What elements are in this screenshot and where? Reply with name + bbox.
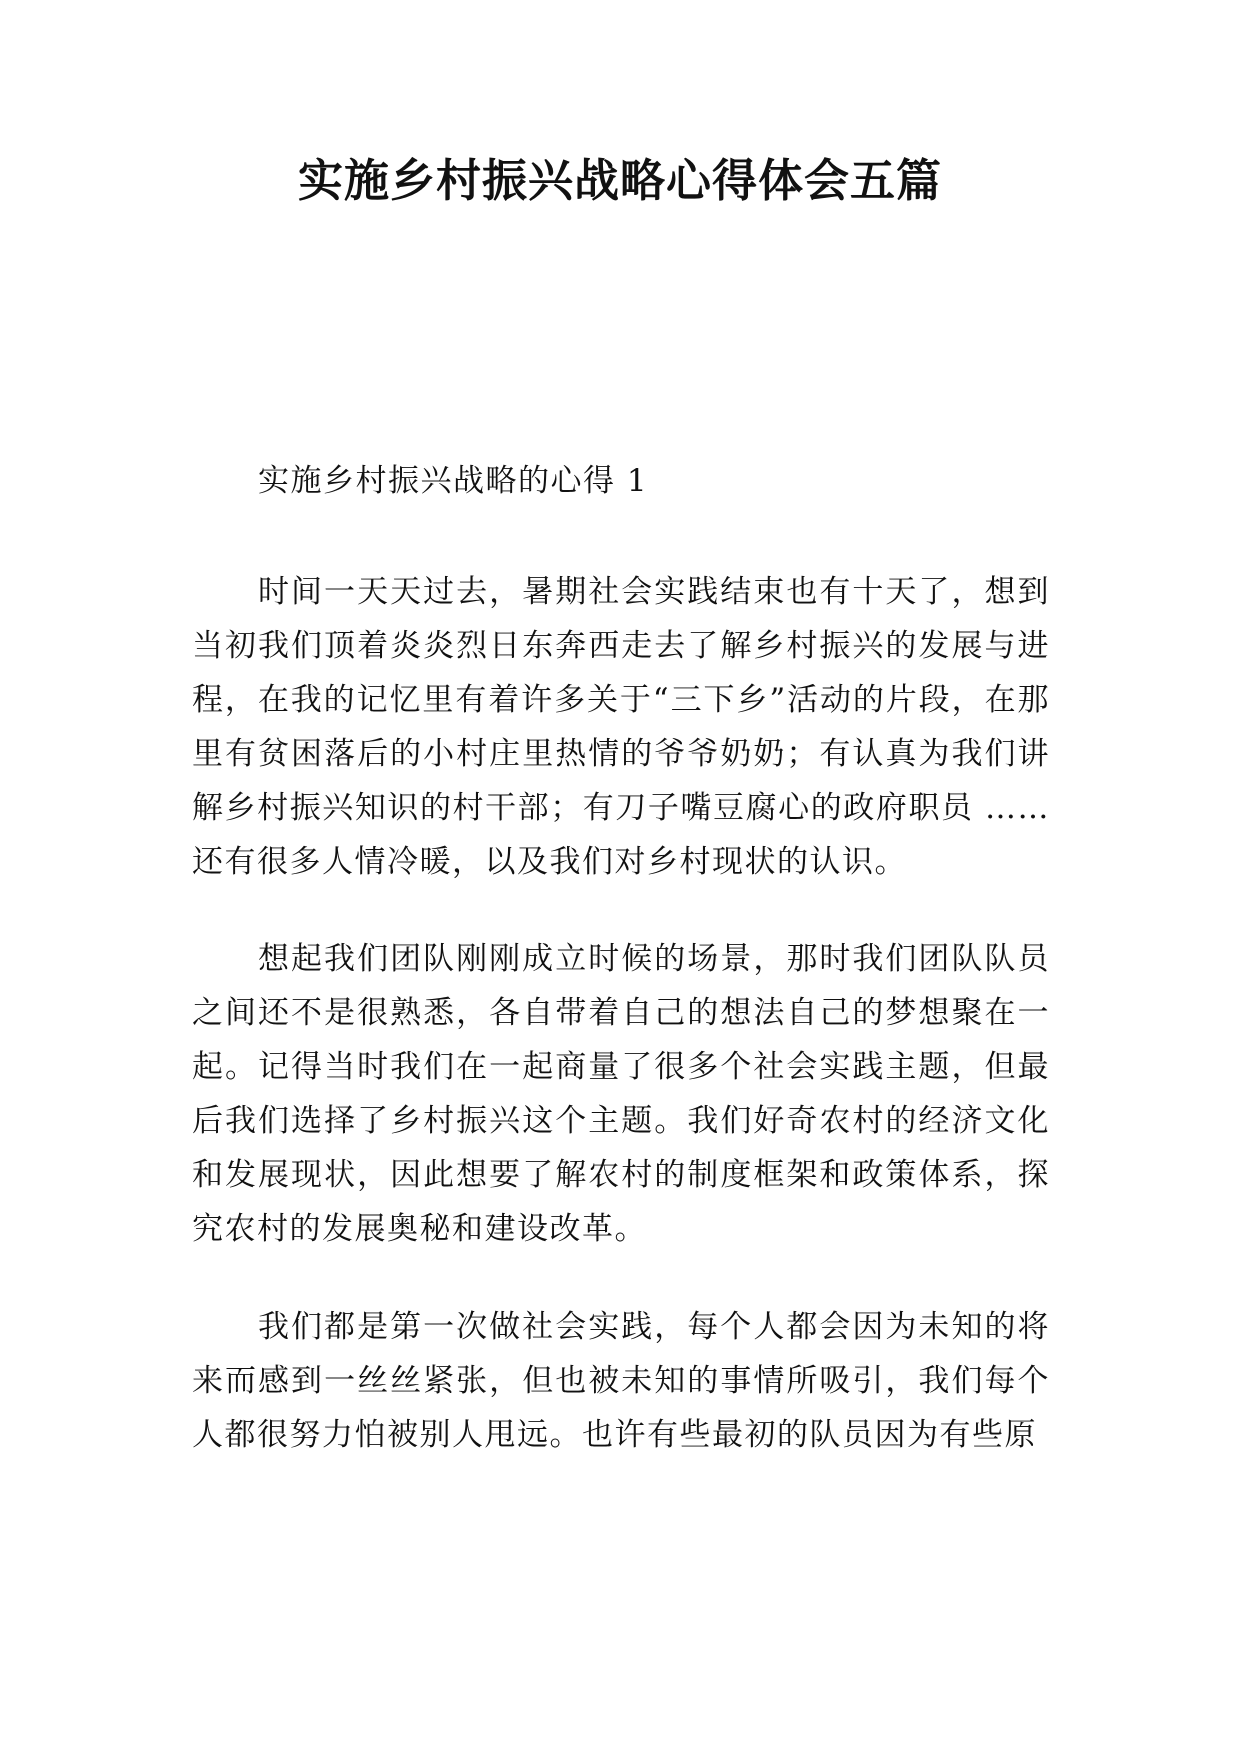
paragraph-1: 时间一天天过去，暑期社会实践结束也有十天了，想到当初我们顶着炎炎烈日东奔西走去了解乡村振兴的发展与进程，在我的记忆里有着许多关于“三下乡”活动的片段，在那里有贫困落后的小村庄里热情的爷爷奶奶；有认真为我们讲解乡村振兴知识的村干部；有刀子嘴豆腐心的政府职员 ……还有很多人情冷暖，以及我们对乡村现状的认识。 — [192, 574, 1050, 880]
section-heading: 实施乡村振兴战略的心得 1 — [258, 463, 649, 499]
document-title: 实施乡村振兴战略心得体会五篇 — [297, 154, 942, 207]
paragraph-2: 想起我们团队刚刚成立时候的场景，那时我们团队队员之间还不是很熟悉，各自带着自己的想法自己的梦想聚在一起。记得当时我们在一起商量了很多个社会实践主题，但最后我们选择了乡村振兴这个主题。我们好奇农村的经济文化和发展现状，因此想要了解农村的制度框架和政策体系，探究农村的发展奥秘和建设改革。 — [192, 941, 1050, 1247]
paragraph-3: 我们都是第一次做社会实践，每个人都会因为未知的将来而感到一丝丝紧张，但也被未知的事情所吸引，我们每个人都很努力怕被别人甩远。也许有些最初的队员因为有些原 — [192, 1309, 1050, 1453]
